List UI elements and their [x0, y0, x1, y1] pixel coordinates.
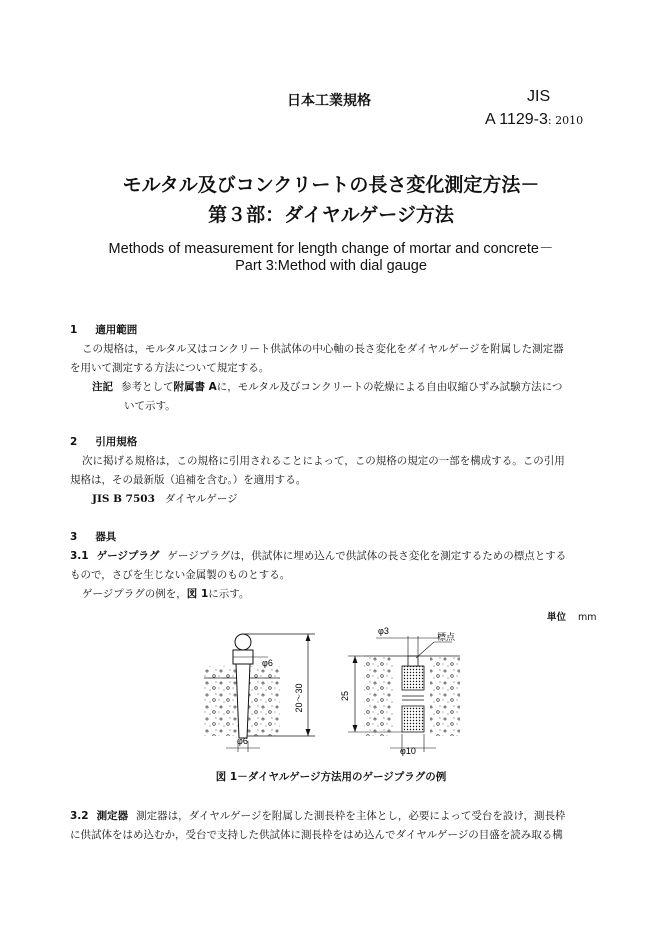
section-3-2-number: 3.2: [70, 810, 89, 822]
right-arrow-bottom: [353, 725, 358, 732]
note-text-c: に，モルタル及びコンクリートの乾燥による自由収縮ひずみ試験方法につ: [216, 381, 563, 393]
section-2-heading: [70, 434, 137, 449]
section-1-para-line2: を用いて測定する方法について規定する。: [70, 362, 270, 374]
right-dia-top-label: φ3: [378, 626, 389, 636]
standard-code: A 1129-3: [485, 111, 548, 128]
title-en-line1: Methods of measurement for length change of mortar and concrete－: [108, 241, 554, 257]
note-label: 注記: [92, 381, 113, 393]
figure-reference: 図 1: [186, 588, 209, 600]
section-1-title: 適用範囲: [95, 324, 138, 336]
section-1-para-line1: この規格は，モルタル又はコンクリート供試体の中心軸の長さ変化をダイヤルゲージを附属した測定器: [82, 343, 564, 355]
right-dia-bottom-label: φ10: [400, 746, 416, 756]
left-plug-shank: [236, 664, 250, 738]
section-3-2-title: 測定器: [96, 810, 129, 822]
section-3-heading: [70, 529, 116, 544]
standard-year: : 2010: [547, 114, 584, 127]
left-arrow-top: [306, 634, 311, 641]
section-1-note-line2: いて示す。: [124, 400, 176, 412]
section-3-2-line1: [70, 806, 565, 826]
unit-label: 単位: [547, 612, 567, 623]
title-ja-line2: 第３部：ダイヤルゲージ方法: [208, 204, 454, 226]
right-mark-label: 標点: [437, 632, 456, 642]
reference-code: JIS B 7503: [92, 493, 155, 505]
section-2-para-line1: 次に掲げる規格は，この規格に引用されることによって，この規格の規定の一部を構成する。この引用: [82, 455, 565, 467]
section-3-1-number: 3.1: [70, 550, 89, 562]
right-plug-lower-body: [402, 706, 424, 732]
left-plug-ball: [235, 634, 251, 650]
section-3-1-text: ゲージプラグは，供試体に埋め込んで供試体の長さ変化を測定するための標点とする: [167, 550, 567, 562]
gauge-plug-figure: [190, 620, 490, 760]
section-3-1-line3: [82, 584, 249, 604]
figure-caption: 図 1－ダイヤルゲージ方法用のゲージプラグの例: [215, 771, 447, 783]
jis-label: JIS: [527, 88, 551, 105]
unit-note: [547, 608, 597, 628]
section-1-heading: [70, 322, 137, 337]
unit-value: mm: [578, 612, 597, 623]
right-plug-upper-body: [402, 666, 424, 690]
right-arrow-top: [353, 656, 358, 663]
section-3-number: 3: [70, 531, 78, 543]
figure-ref-text-c: に示す。: [208, 588, 250, 600]
standard-type-title: 日本工業規格: [287, 93, 371, 109]
section-3-2-text: 測定器は，ダイヤルゲージを附属した測長枠を主体とし，必要によって受台を設け，測長枠: [136, 810, 566, 822]
right-length-label: 25: [340, 690, 350, 702]
left-arrow-bottom: [306, 729, 311, 736]
reference-title: ダイヤルゲージ: [164, 493, 238, 505]
section-1-number: 1: [70, 324, 78, 336]
section-2-para-line2: 規格は，その最新版（追補を含む。）を適用する。: [70, 474, 307, 486]
right-mark-leader: [416, 642, 434, 658]
left-dia-bottom-label: φ6: [237, 736, 248, 746]
note-text-a: 参考として: [121, 381, 174, 393]
figure-ref-text-a: ゲージプラグの例を，: [82, 588, 187, 600]
section-2-reference: [92, 489, 238, 509]
left-length-label: 20～30: [294, 683, 304, 713]
section-3-title: 器具: [95, 531, 117, 543]
section-3-1-title: ゲージプラグ: [96, 550, 160, 562]
section-1-note: [92, 377, 562, 397]
section-3-1-line1: [70, 546, 566, 566]
section-3-1-line2: もので，さびを生じない金属製のものとする。: [70, 569, 291, 581]
section-3-2-line2: に供試体をはめ込むか，受台で支持した供試体に測長枠をはめ込んでダイヤルゲージの目盛を読み取る構: [70, 829, 563, 841]
annex-reference: 附属書 A: [173, 381, 217, 393]
section-2-title: 引用規格: [95, 436, 138, 448]
standard-number: [485, 111, 583, 129]
left-dia-top-label: φ6: [262, 658, 273, 668]
title-ja-line1: モルタル及びコンクリートの長さ変化測定方法－: [122, 174, 540, 196]
section-2-number: 2: [70, 436, 78, 448]
right-gauge-plug: [348, 636, 460, 752]
title-en-line2: Part 3:Method with dial gauge: [235, 258, 427, 274]
